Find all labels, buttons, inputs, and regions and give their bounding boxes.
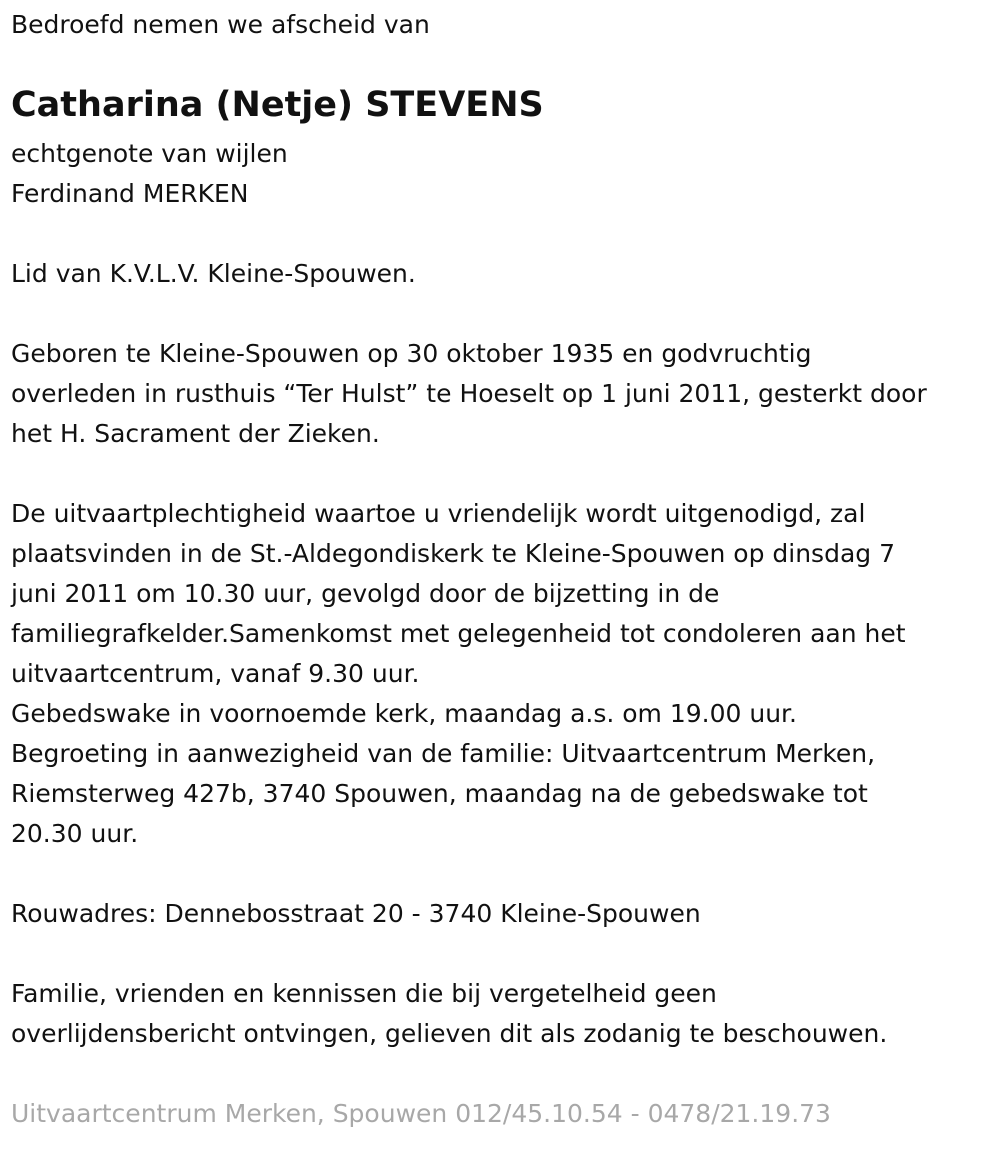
paragraph-line: Riemsterweg 427b, 3740 Spouwen, maandag na de gebedswake tot <box>11 779 868 808</box>
paragraph-line: overleden in rusthuis “Ter Hulst” te Hoeselt op 1 juni 2011, gesterkt door <box>11 379 927 408</box>
paragraph-line: uitvaartcentrum, vanaf 9.30 uur. <box>11 659 420 688</box>
paragraph-line: Gebedswake in voornoemde kerk, maandag a.s. om 19.00 uur. <box>11 699 797 728</box>
birth-death-paragraph <box>11 334 927 454</box>
paragraph-line: plaatsvinden in de St.-Aldegondiskerk te Kleine-Spouwen op dinsdag 7 <box>11 539 895 568</box>
paragraph-line: het H. Sacrament der Zieken. <box>11 419 380 448</box>
spouse-section <box>11 134 288 214</box>
deceased-name: Catharina (Netje) STEVENS <box>11 85 544 125</box>
paragraph-line: Familie, vrienden en kennissen die bij vergetelheid geen <box>11 979 717 1008</box>
funeral-home-footer: Uitvaartcentrum Merken, Spouwen 012/45.10.54 - 0478/21.19.73 <box>11 1099 831 1128</box>
spouse-name: Ferdinand MERKEN <box>11 179 249 208</box>
paragraph-line: 20.30 uur. <box>11 819 139 848</box>
spouse-line: echtgenote van wijlen <box>11 139 288 168</box>
intro-text: Bedroefd nemen we afscheid van <box>11 10 430 39</box>
paragraph-line: overlijdensbericht ontvingen, gelieven dit als zodanig te beschouwen. <box>11 1019 888 1048</box>
paragraph-line: Geboren te Kleine-Spouwen op 30 oktober 1935 en godvruchtig <box>11 339 812 368</box>
paragraph-line: juni 2011 om 10.30 uur, gevolgd door de bijzetting in de <box>11 579 720 608</box>
paragraph-line: De uitvaartplechtigheid waartoe u vriendelijk wordt uitgenodigd, zal <box>11 499 866 528</box>
mourning-address-section <box>11 894 701 934</box>
mourning-address: Rouwadres: Dennebosstraat 20 - 3740 Kleine-Spouwen <box>11 899 701 928</box>
funeral-paragraph <box>11 494 906 854</box>
family-notice-paragraph <box>11 974 887 1054</box>
membership-text: Lid van K.V.L.V. Kleine-Spouwen. <box>11 259 416 288</box>
paragraph-line: familiegrafkelder.Samenkomst met gelegenheid tot condoleren aan het <box>11 619 906 648</box>
paragraph-line: Begroeting in aanwezigheid van de familie: Uitvaartcentrum Merken, <box>11 739 876 768</box>
membership-section <box>11 254 416 294</box>
